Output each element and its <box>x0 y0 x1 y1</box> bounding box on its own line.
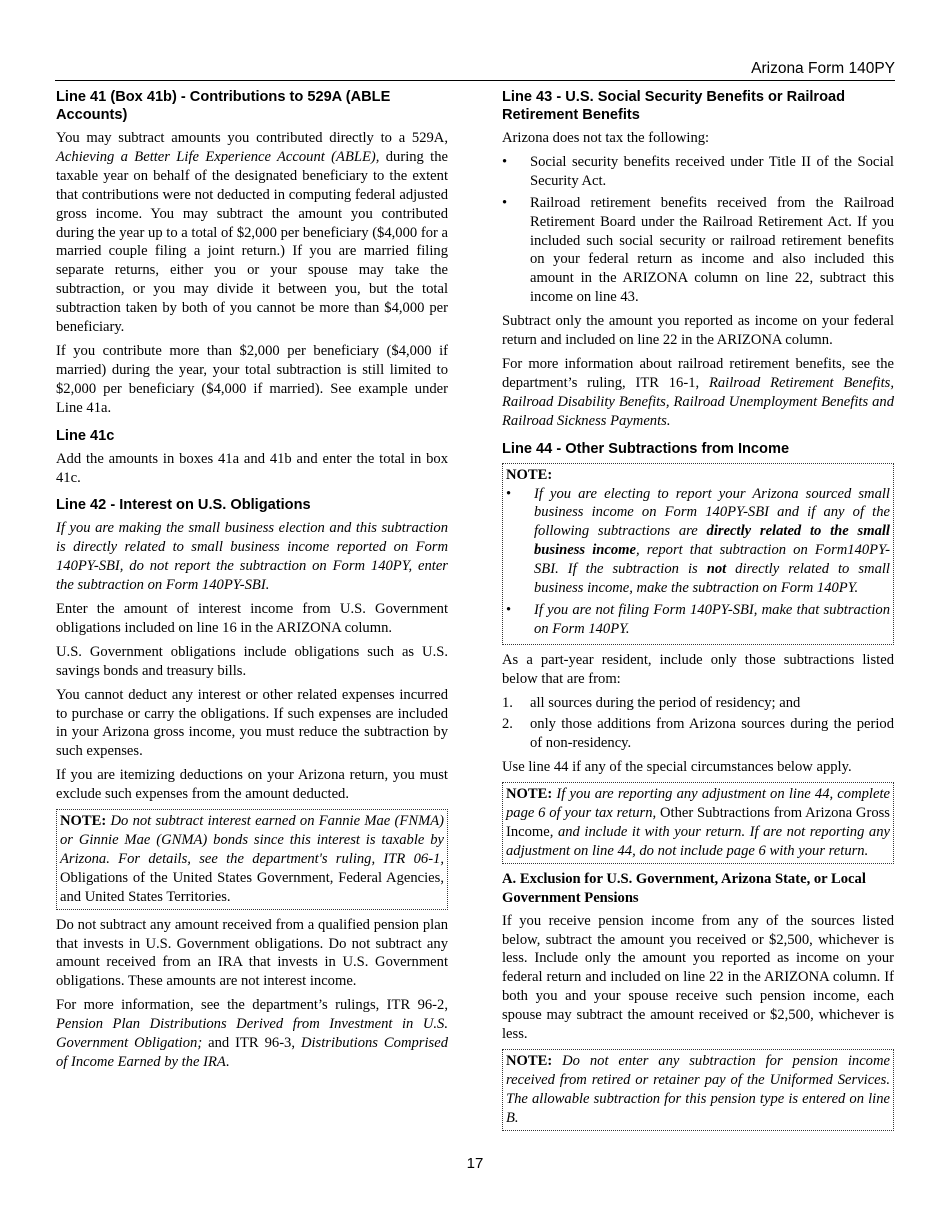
list-item <box>506 485 890 598</box>
text-run-italic: If you are electing to report your Arizona sourced small business income on Form 140PY-SBI and if any of the following subtractions are <box>534 485 890 540</box>
list-text: all sources during the period of residency; and <box>530 694 801 711</box>
line44-numbered-list <box>502 694 894 754</box>
note-bullet-list <box>506 485 890 639</box>
text-run: For more information about railroad retirement benefits, see the department’s ruling, ITR 16-1, <box>502 355 894 391</box>
text-run: You may subtract amounts you contributed directly to a 529A, <box>56 130 448 146</box>
text-run-italic: Distributions Comprised of Income Earned by the IRA <box>56 1035 448 1070</box>
line41b-paragraph-2: If you contribute more than $2,000 per beneficiary ($4,000 if married) during the year, your total subtraction is still limited to $2,000 per beneficiary ($4,000 if married). See example under Line 41a. <box>56 342 448 416</box>
text-run-italic: Railroad Retirement Benefits, Railroad Disability Benefits, Railroad Unemployment Benefits and Railroad Sickness Payments. <box>502 374 894 429</box>
note-text-italic: Do not subtract interest earned on Fannie Mae (FNMA) or Ginnie Mae (GNMA) bonds since this interest is taxable by Arizona. For details, see the department's ruling, ITR 06-1, <box>60 813 444 867</box>
note-label: NOTE: <box>60 813 107 830</box>
list-item: • Railroad retirement benefits received from the Railroad Retirement Board under the Railroad Retirement Act. If you included such social security or railroad retirement benefits on your federal return as income and also included this amount in the ARIZONA column on line 22, subtract this income on line 43. <box>502 194 894 307</box>
text-run: . <box>225 1053 230 1070</box>
section-a-heading: A. Exclusion for U.S. Government, Arizona State, or Local Government Pensions <box>502 870 866 906</box>
section-a-note-box <box>502 1049 894 1131</box>
line43-paragraph-2 <box>502 355 894 431</box>
list-item <box>502 694 894 713</box>
line42-paragraph-6 <box>56 996 448 1072</box>
text-run-italic: directly related to small business income, make the subtraction on Form 140PY. <box>534 561 890 597</box>
text-run-italic: Achieving a Better Life Experience Account (ABLE), <box>56 148 380 165</box>
list-number: 1. <box>502 694 513 711</box>
line41c-heading: Line 41c <box>56 427 115 444</box>
line42-heading: Line 42 - Interest on U.S. Obligations <box>56 497 311 514</box>
line41b-paragraph-1 <box>56 129 448 337</box>
text-run-italic: , report that subtraction on Form140PY-SBI. If the subtraction is <box>534 542 890 578</box>
list-item <box>502 715 894 753</box>
form-title-header: Arizona Form 140PY <box>751 60 895 77</box>
note-text: Obligations of the United States Government, Federal Agencies, and United States Territories. <box>60 869 444 905</box>
line42-paragraph-4: If you are itemizing deductions on your Arizona return, you must exclude such expenses from the amount deducted. <box>56 767 448 803</box>
line43-intro: Arizona does not tax the following: <box>502 130 710 146</box>
list-item: • Social security benefits received under Title II of the Social Security Act. <box>502 153 894 191</box>
text-run-italic: If you are making the small business election and this subtraction is directly related to small business income reported on Form 140PY-SBI, do not report the subtraction on Form 140PY, enter the subtraction on Form 140PY-SBI. <box>56 520 448 594</box>
text-run: during the taxable year on behalf of the designated beneficiary to the extent that contributions were not deducted in computing federal adjusted gross income. You may subtract the amount you contributed during the year up to a total of $2,000 per beneficiary ($4,000 for a married couple filing a joint return.) If you are married filing separate returns, either you or your spouse may take the subtraction, or you may divide it between you, but the total subtraction taken by both of you cannot be more than $4,000 per beneficiary. <box>56 148 448 336</box>
list-text: only those additions from Arizona sources during the period of non-residency. <box>530 716 894 752</box>
note-text-italic: Do not enter any subtraction for pension income received from retired or retainer pay of the Uniformed Services. The allowable subtraction for this pension type is entered on line B. <box>506 1052 890 1126</box>
text-run-bold-italic: not <box>706 561 727 578</box>
note-text-italic: , and include it with your return. If are not reporting any adjustment on line 44, do not include page 6 with your return. <box>506 824 890 859</box>
line42-paragraph-5: Do not subtract any amount received from a qualified pension plan that invests in U.S. Government obligations. Do not subtract any amount received from an IRA that invests in U.S. Government obligations. These amounts are not interest income. <box>56 916 448 990</box>
line42-paragraph-1: Enter the amount of interest income from U.S. Government obligations included on line 16 in the ARIZONA column. <box>56 601 448 636</box>
line41c-paragraph: Add the amounts in boxes 41a and 41b and enter the total in box 41c. <box>56 450 448 486</box>
line44-heading: Line 44 - Other Subtractions from Income <box>502 440 790 457</box>
list-number: 2. <box>502 716 513 733</box>
line41b-heading: Line 41 (Box 41b) - Contributions to 529A (ABLE Accounts) <box>56 89 391 123</box>
line44-paragraph-1: As a part-year resident, include only those subtractions listed below that are from: <box>502 651 894 687</box>
note-text: Other Subtractions from Arizona Gross Income <box>506 805 890 840</box>
text-run-bold-italic: directly related to the small business income <box>534 523 890 559</box>
text-run: For more information, see the department’s rulings, ITR 96-2, <box>56 997 448 1014</box>
text-run-italic: Pension Plan Distributions Derived from Investment in U.S. Government Obligation; <box>56 1016 448 1052</box>
page-number: 17 <box>466 1155 484 1172</box>
text-run-italic: If you are not filing Form 140PY-SBI, make that subtraction on Form 140PY. <box>534 601 890 637</box>
note-label: NOTE: <box>506 1052 553 1069</box>
header-rule <box>55 80 895 81</box>
line44-note-box <box>502 463 894 645</box>
note-text-italic: If you are reporting any adjustment on line 44, complete page 6 of your tax return, <box>506 786 890 822</box>
line42-paragraph-2: U.S. Government obligations include obligations such as U.S. savings bonds and treasury bills. <box>56 643 448 679</box>
line42-note-box <box>56 809 448 910</box>
line42-paragraph-3: You cannot deduct any interest or other related expenses incurred to purchase or carry the obligations. If such expenses are included in your Arizona gross income, you must reduce the subtraction by such expenses. <box>56 686 448 760</box>
section-a-paragraph: If you receive pension income from any of the sources listed below, subtract the amount you received or $2,500, whichever is less. Include only the amount you reported as income on your federal return and included on line 22 in the ARIZONA column. If both you and your spouse receive such pension income, each spouse may subtract the amount received or $2,500, whichever is less. <box>502 912 894 1043</box>
line43-bullet-list <box>502 153 894 307</box>
line42-sbi-note <box>56 519 448 595</box>
left-column <box>56 88 448 1077</box>
line44-paragraph-2: Use line 44 if any of the special circumstances below apply. <box>502 759 852 776</box>
line43-paragraph-1: Subtract only the amount you reported as income on your federal return and included on line 22 in the ARIZONA column. <box>502 313 894 349</box>
note-label: NOTE: <box>506 466 553 483</box>
line43-heading: Line 43 - U.S. Social Security Benefits or Railroad Retirement Benefits <box>502 89 846 123</box>
text-run: and ITR 96-3, <box>202 1035 301 1052</box>
right-column <box>502 88 894 1137</box>
list-item <box>506 601 890 639</box>
line44-note-box-2 <box>502 782 894 864</box>
note-label: NOTE: <box>506 786 553 803</box>
